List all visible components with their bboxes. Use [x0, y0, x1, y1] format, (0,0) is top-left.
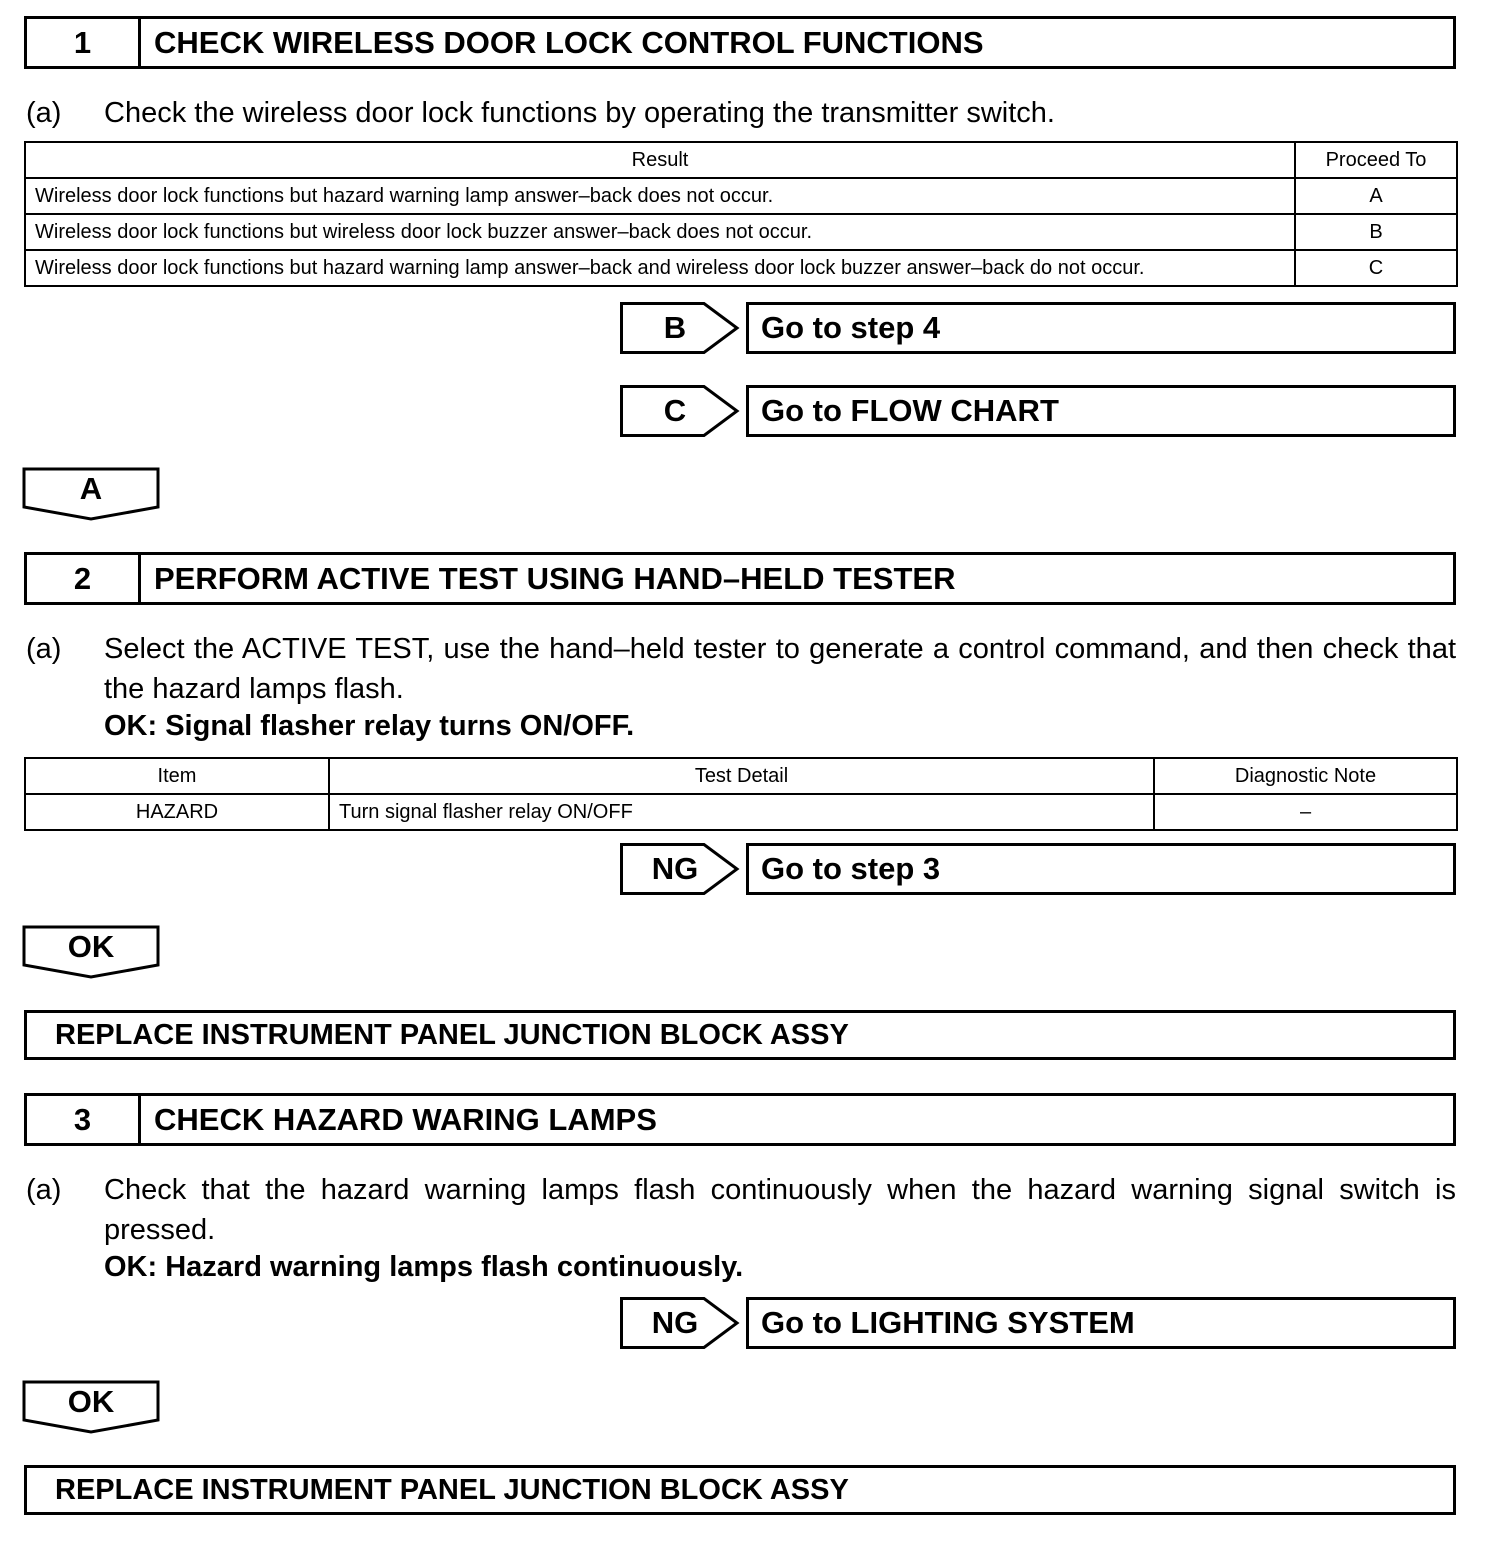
- instruction-text: Check that the hazard warning lamps flash continuously when the hazard warning signal switch is pressed.: [104, 1174, 1456, 1246]
- result-table: [24, 141, 1458, 287]
- result-arrow-ok: [22, 1380, 160, 1434]
- step-2-header: [24, 552, 1456, 605]
- active-test-table: [24, 757, 1458, 831]
- ok-criterion: OK: Signal flasher relay turns ON/OFF.: [104, 710, 635, 742]
- branch-code-ng: [620, 843, 740, 895]
- branch-code-label: NG: [651, 1305, 699, 1340]
- branch-code-c: [620, 385, 740, 437]
- result-label: A: [79, 471, 103, 506]
- table-row: [25, 794, 1457, 830]
- result-cell: Wireless door lock functions but wireless door lock buzzer answer–back does not occur.: [25, 214, 1295, 250]
- branch-target-step-3[interactable]: Go to step 3: [746, 843, 1456, 895]
- step-title: CHECK HAZARD WARING LAMPS: [154, 1101, 657, 1137]
- branch-code-b: [620, 302, 740, 354]
- branch-code-label: C: [663, 393, 687, 428]
- branch-code-ng: [620, 1297, 740, 1349]
- step-title: PERFORM ACTIVE TEST USING HAND–HELD TESTER: [154, 560, 956, 596]
- step-number: 3: [27, 1096, 141, 1143]
- replace-action-box: REPLACE INSTRUMENT PANEL JUNCTION BLOCK ASSY: [24, 1465, 1456, 1515]
- table-row: [25, 178, 1457, 214]
- table-header-row: [25, 142, 1457, 178]
- table-header-row: [25, 758, 1457, 794]
- proceed-cell: B: [1295, 214, 1457, 250]
- step-3-instruction: [26, 1170, 1456, 1250]
- replace-action-box: REPLACE INSTRUMENT PANEL JUNCTION BLOCK ASSY: [24, 1010, 1456, 1060]
- proceed-cell: C: [1295, 250, 1457, 286]
- instruction-label: (a): [26, 97, 62, 129]
- branch-target-flow-chart[interactable]: Go to FLOW CHART: [746, 385, 1456, 437]
- table-row: [25, 250, 1457, 286]
- test-detail-cell: Turn signal flasher relay ON/OFF: [329, 794, 1154, 830]
- item-cell: HAZARD: [25, 794, 329, 830]
- step-number: 1: [27, 19, 141, 66]
- branch-target-lighting-system[interactable]: Go to LIGHTING SYSTEM: [746, 1297, 1456, 1349]
- header-proceed-to: Proceed To: [1295, 142, 1457, 178]
- table-row: [25, 214, 1457, 250]
- ok-criterion: OK: Hazard warning lamps flash continuously.: [104, 1251, 744, 1283]
- branch-target-step-4[interactable]: Go to step 4: [746, 302, 1456, 354]
- result-label: OK: [67, 1384, 115, 1419]
- result-cell: Wireless door lock functions but hazard warning lamp answer–back and wireless door lock buzzer answer–back do not occur.: [25, 250, 1295, 286]
- result-label: OK: [67, 929, 115, 964]
- header-diagnostic-note: Diagnostic Note: [1154, 758, 1457, 794]
- step-1-instruction: [26, 93, 1456, 133]
- instruction-text: Check the wireless door lock functions by operating the transmitter switch.: [104, 97, 1055, 129]
- result-arrow-a: [22, 467, 160, 521]
- instruction-label: (a): [26, 633, 62, 665]
- branch-code-label: B: [663, 310, 687, 345]
- result-arrow-ok: [22, 925, 160, 979]
- header-result: Result: [25, 142, 1295, 178]
- instruction-text: Select the ACTIVE TEST, use the hand–held tester to generate a control command, and then check that the hazard lamps flash.: [104, 633, 1456, 705]
- diagnostic-note-cell: –: [1154, 794, 1457, 830]
- step-3-header: [24, 1093, 1456, 1146]
- step-number: 2: [27, 555, 141, 602]
- step-title: CHECK WIRELESS DOOR LOCK CONTROL FUNCTIONS: [154, 24, 984, 60]
- branch-code-label: NG: [651, 851, 699, 886]
- header-item: Item: [25, 758, 329, 794]
- instruction-label: (a): [26, 1174, 62, 1206]
- header-test-detail: Test Detail: [329, 758, 1154, 794]
- step-1-header: [24, 16, 1456, 69]
- result-cell: Wireless door lock functions but hazard warning lamp answer–back does not occur.: [25, 178, 1295, 214]
- proceed-cell: A: [1295, 178, 1457, 214]
- step-2-instruction: [26, 629, 1456, 709]
